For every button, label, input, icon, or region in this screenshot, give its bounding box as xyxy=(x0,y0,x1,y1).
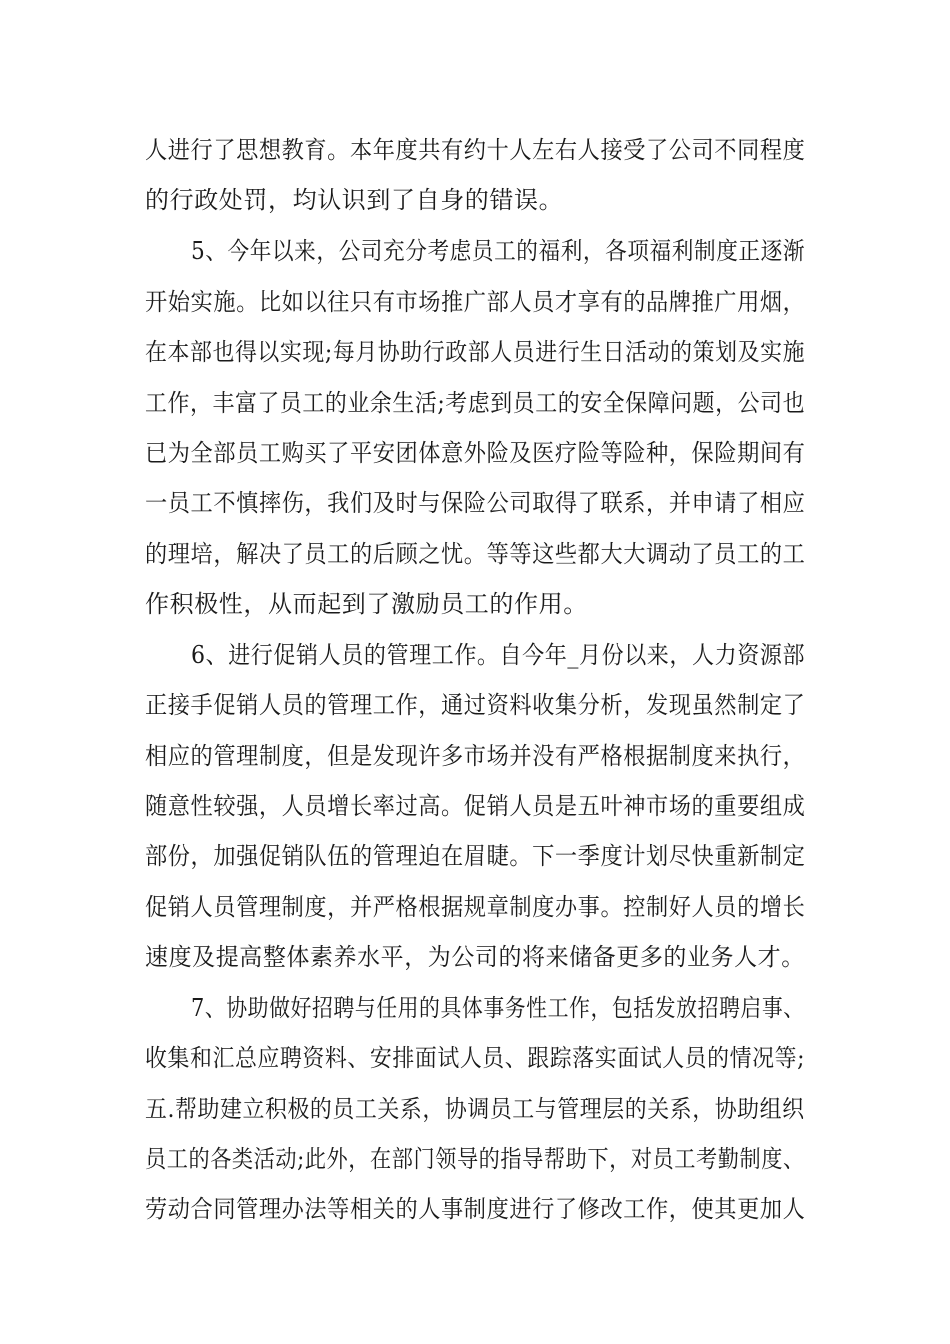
paragraph-6-first-line: 6、进行促销人员的管理工作。自今年_月份以来，人力资源部 xyxy=(191,641,806,669)
body-text-line: 在本部也得以实现;每月协助行政部人员进行生日活动的策划及实施 xyxy=(145,338,806,366)
body-text-line: 促销人员管理制度，并严格根据规章制度办事。控制好人员的增长 xyxy=(145,893,806,921)
body-text-line: 收集和汇总应聘资料、安排面试人员、跟踪落实面试人员的情况等; xyxy=(145,1044,806,1072)
body-text-line: 正接手促销人员的管理工作，通过资料收集分析，发现虽然制定了 xyxy=(145,691,806,719)
body-text-line: 员工的各类活动;此外，在部门领导的指导帮助下，对员工考勤制度、 xyxy=(145,1145,805,1173)
body-text-line: 速度及提高整体素养水平，为公司的将来储备更多的业务人才。 xyxy=(145,943,805,971)
body-text-line: 随意性较强，人员增长率过高。促销人员是五叶神市场的重要组成 xyxy=(145,792,806,820)
body-text-line: 作积极性，从而起到了激励员工的作用。 xyxy=(145,590,588,618)
body-text-line: 已为全部员工购买了平安团体意外险及医疗险等险种，保险期间有 xyxy=(145,439,806,467)
paragraph-5-first-line: 5、今年以来，公司充分考虑员工的福利，各项福利制度正逐渐 xyxy=(191,237,806,265)
body-text-line: 开始实施。比如以往只有市场推广部人员才享有的品牌推广用烟， xyxy=(145,288,806,316)
body-text-line: 五.帮助建立积极的员工关系，协调员工与管理层的关系，协助组织 xyxy=(145,1095,805,1123)
body-text-line: 劳动合同管理办法等相关的人事制度进行了修改工作，使其更加人 xyxy=(145,1195,806,1223)
body-text-line: 人进行了思想教育。本年度共有约十人左右人接受了公司不同程度 xyxy=(145,136,806,164)
body-text-line: 的理培，解决了员工的后顾之忧。等等这些都大大调动了员工的工 xyxy=(145,540,806,568)
body-text-line: 一员工不慎摔伤，我们及时与保险公司取得了联系，并申请了相应 xyxy=(145,489,806,517)
body-text-line: 的行政处罚，均认识到了自身的错误。 xyxy=(145,186,564,214)
paragraph-7-first-line: 7、协助做好招聘与任用的具体事务性工作，包括发放招聘启事、 xyxy=(191,994,805,1022)
body-text-line: 工作，丰富了员工的业余生活;考虑到员工的安全保障问题，公司也 xyxy=(145,389,806,417)
body-text-line: 相应的管理制度，但是发现许多市场并没有严格根据制度来执行， xyxy=(145,742,806,770)
body-text-line: 部份，加强促销队伍的管理迫在眉睫。下一季度计划尽快重新制定 xyxy=(145,842,806,870)
